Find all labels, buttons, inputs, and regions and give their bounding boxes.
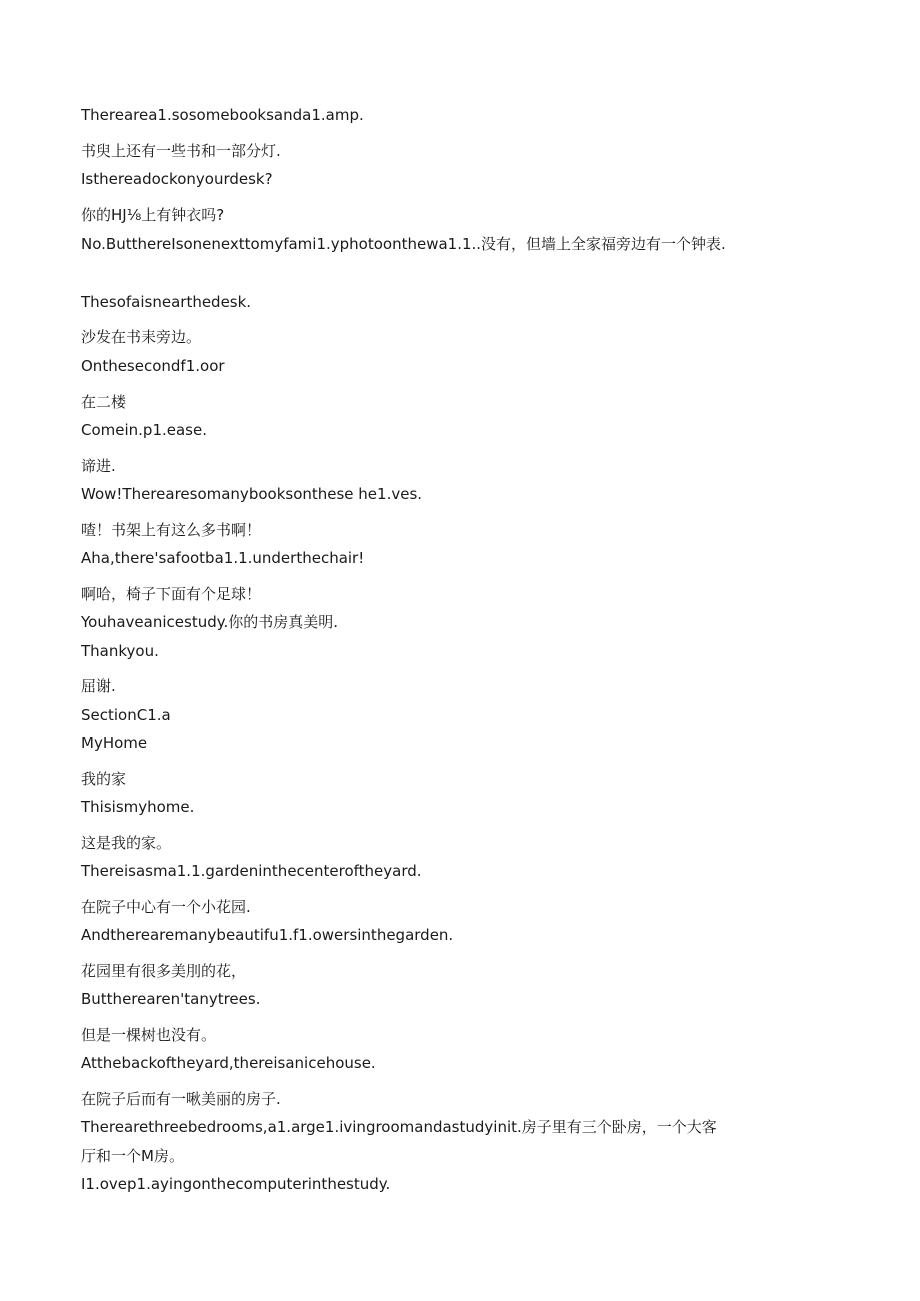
text-line: Wow!Therearesomanybooksonthese he1.ves. (81, 485, 423, 503)
text-line: 谛进. (81, 457, 116, 475)
text-line: Thankyou. (81, 642, 159, 660)
text-line: Buttherearen'tanytrees. (81, 990, 261, 1008)
text-line: 我的家 (81, 770, 127, 788)
text-line: I1.ovep1.ayingonthecomputerinthestudy. (81, 1175, 391, 1193)
text-line: Therearea1.sosomebooksanda1.amp. (81, 106, 364, 124)
text-line: 你的HJ⅛上有钟衣吗? (81, 206, 225, 224)
text-line: Thereisasma1.1.gardeninthecenteroftheyard. (81, 862, 422, 880)
text-line: Thesofaisnearthedesk. (81, 293, 252, 311)
text-line: 在院子后而有一啾美丽的房子. (81, 1090, 281, 1108)
text-line: 书臾上还有一些书和一部分灯. (81, 142, 281, 160)
text-line: Youhaveanicestudy.你的书房真美明. (81, 613, 339, 631)
text-line: 屈谢. (81, 677, 116, 695)
text-line: Andtherearemanybeautifu1.f1.owersinthegarden. (81, 926, 454, 944)
text-line: 在院子中心有一个小花园. (81, 898, 251, 916)
text-line: 沙发在书耒旁边。 (81, 328, 202, 346)
text-line: No.ButthereIsonenexttomyfami1.yphotoonthewa1.1..没有，但墙上全家福旁边有一个钟表. (81, 235, 726, 253)
text-line: MyHome (81, 734, 148, 752)
text-line: Onthesecondf1.oor (81, 357, 225, 375)
text-line: Atthebackoftheyard,thereisanicehouse. (81, 1054, 376, 1072)
text-line: Isthereadockonyourdesk? (81, 170, 273, 188)
text-line: Aha,there'safootba1.1.underthechair! (81, 549, 365, 567)
text-line: 在二楼 (81, 393, 127, 411)
text-line: Comein.p1.ease. (81, 421, 207, 439)
text-line: 这是我的家。 (81, 834, 172, 852)
text-line: Thisismyhome. (81, 798, 195, 816)
text-line: 但是一棵树也没有。 (81, 1026, 217, 1044)
text-line: 喳！书架上有这么多书啊！ (81, 521, 262, 539)
text-line: SectionC1.a (81, 706, 171, 724)
text-line: 啊哈，椅子下面有个足球！ (81, 585, 262, 603)
text-line: Therearethreebedrooms,a1.arge1.ivingroomandastudyinit.房子里有三个卧房，一个大客厅和一个M房。 (81, 1118, 717, 1165)
text-line: 花园里有很多美刖的花， (81, 962, 247, 980)
